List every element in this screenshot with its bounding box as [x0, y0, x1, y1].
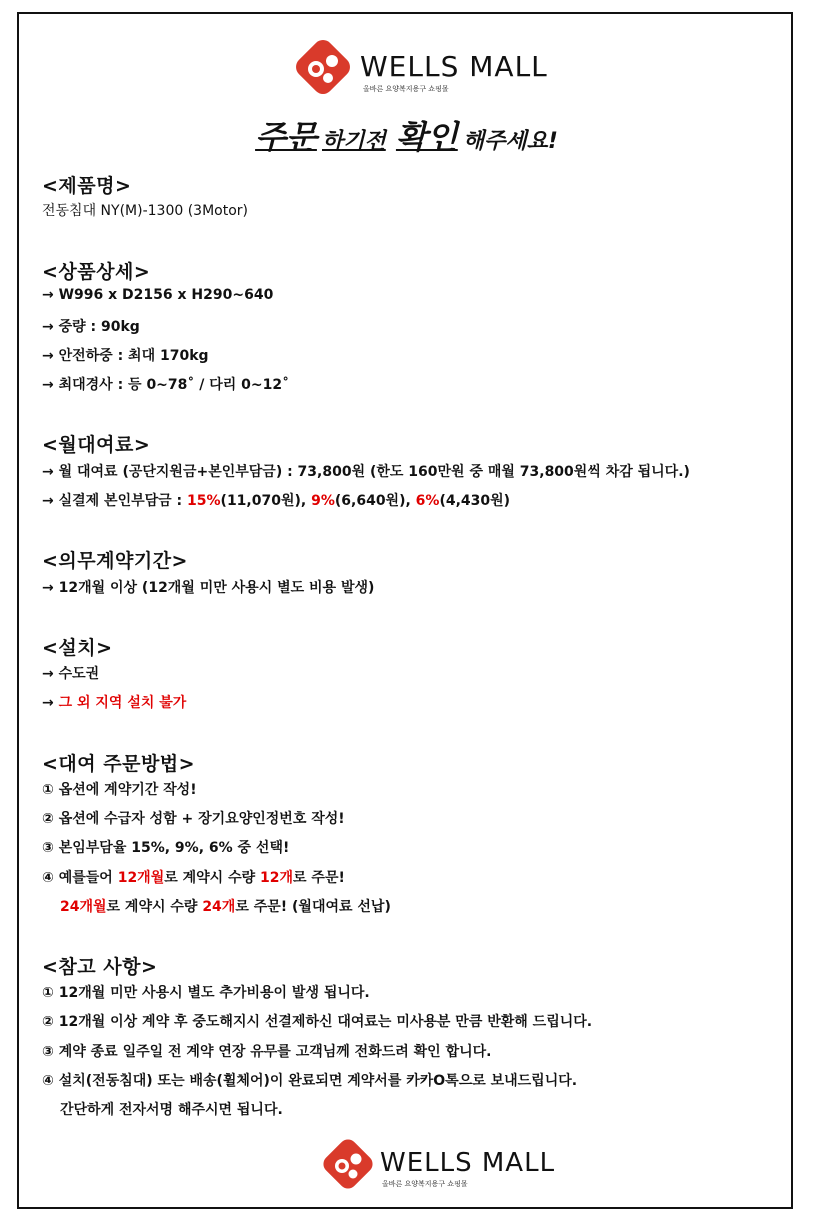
detail-item: → W996 x D2156 x H290~640	[42, 287, 274, 303]
rental-fee-line: → 월 대여료 (공단지원금+본인부담금) : 73,800원 (한도 160만원 중 매월 73,800원씩 차감 됩니다.)	[42, 464, 690, 480]
order-step-4b-qty: 24개	[202, 899, 236, 915]
note-4b: 간단하게 전자서명 해주시면 됩니다.	[60, 1102, 283, 1118]
section-title-contract: <의무계약기간>	[42, 550, 188, 572]
copay-rate-15: 15%	[187, 493, 221, 509]
copay-amount-9: (6,640원),	[334, 493, 416, 509]
top-logo	[0, 30, 813, 100]
copay-line	[42, 490, 510, 510]
order-step-4-text: 로 계약시 수량	[164, 870, 261, 886]
order-step-4-text: ④ 예를들어	[42, 870, 118, 886]
contract-period: → 12개월 이상 (12개월 미만 사용시 별도 비용 발생)	[42, 580, 375, 596]
detail-item: → 안전하중 : 최대 170kg	[42, 348, 209, 364]
order-step-4b	[60, 896, 391, 916]
brand-name: WELLS MALL	[360, 50, 548, 83]
note-3: ③ 계약 종료 일주일 전 계약 연장 유무를 고객님께 전화드려 확인 합니다.	[42, 1044, 492, 1060]
detail-item: → 중량 : 90kg	[42, 319, 140, 335]
note-4: ④ 설치(전동침대) 또는 배송(휠체어)이 완료되면 계약서를 카카O톡으로 보내드립니다.	[42, 1073, 578, 1089]
install-warning: 그 외 지역 설치 불가	[58, 695, 187, 711]
order-step-4	[42, 867, 345, 887]
brand-name: WELLS MALL	[380, 1148, 556, 1178]
order-step-4b-text: 로 주문! (월대여료 선납)	[235, 899, 391, 915]
section-title-order-method: <대여 주문방법>	[42, 753, 196, 775]
note-2: ② 12개월 이상 계약 후 중도해지시 선결제하신 대여료는 미사용분 만큼 반환해 드립니다.	[42, 1014, 593, 1030]
install-warning-line	[42, 692, 186, 712]
copay-amount-6: (4,430원)	[439, 493, 511, 509]
headline-word-order: 주문	[255, 118, 317, 156]
product-name: 전동침대 NY(M)-1300 (3Motor)	[42, 203, 248, 219]
copay-rate-9: 9%	[311, 493, 335, 509]
order-step-4-qty: 12개	[260, 870, 294, 886]
headline-word-before: 하기전	[322, 129, 386, 154]
headline-word-confirm: 확인	[395, 118, 458, 156]
bottom-logo	[0, 1132, 813, 1202]
copay-prefix: → 실결제 본인부담금 :	[42, 493, 188, 509]
section-title-notes: <참고 사항>	[42, 956, 158, 978]
section-title-rental-fee: <월대여료>	[42, 434, 151, 456]
install-area: → 수도권	[42, 666, 100, 682]
order-step-4-period: 12개월	[117, 870, 165, 886]
headline-word-please: 해주세요!	[462, 129, 558, 154]
brand-tagline: 올바른 요양복지용구 쇼핑몰	[363, 85, 449, 93]
order-step-3: ③ 본임부담율 15%, 9%, 6% 중 선택!	[42, 840, 290, 856]
detail-item: → 최대경사 : 등 0~78˚ / 다리 0~12˚	[42, 377, 290, 393]
section-title-details: <상품상세>	[42, 261, 151, 283]
section-title-install: <설치>	[42, 637, 113, 659]
order-step-4b-period: 24개월	[60, 899, 107, 915]
section-title-product: <제품명>	[42, 175, 132, 197]
order-step-1: ① 옵션에 계약기간 작성!	[42, 782, 197, 798]
order-step-4b-text: 로 계약시 수량	[106, 899, 203, 915]
order-step-2: ② 옵션에 수급자 성함 + 장기요양인정번호 작성!	[42, 811, 345, 827]
headline	[0, 112, 813, 158]
note-1: ① 12개월 미만 사용시 별도 추가비용이 발생 됩니다.	[42, 985, 370, 1001]
copay-rate-6: 6%	[415, 493, 440, 509]
copay-amount-15: (11,070원),	[220, 493, 312, 509]
brand-tagline: 올바른 요양복지용구 쇼핑몰	[382, 1180, 468, 1188]
install-warning-arrow: →	[42, 695, 59, 711]
order-step-4-text: 로 주문!	[293, 870, 345, 886]
